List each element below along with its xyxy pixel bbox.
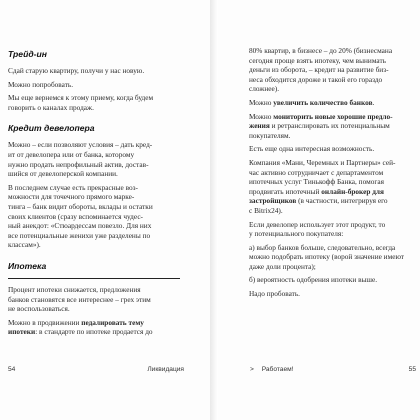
paragraph <box>249 275 420 285</box>
text-line <box>8 318 188 328</box>
bold-text: увеличить количество банков <box>273 97 373 107</box>
text-line <box>249 112 420 122</box>
text-line: все потенциальные женихи уже разделены по <box>8 230 151 240</box>
text-line: покупателям. <box>249 130 291 140</box>
text-line: классам»). <box>8 240 41 250</box>
text-line: неса обходится дороже и такой его гораздо <box>249 74 383 84</box>
text-line: Можно – если позволяют условия – дать кред- <box>8 140 153 150</box>
paragraph <box>8 80 188 90</box>
text-span: продвигать ипотечный <box>249 186 322 196</box>
right-footer <box>250 366 416 373</box>
paragraph <box>8 66 188 76</box>
heading-mortgage: Ипотека <box>8 260 47 271</box>
heading-developer-credit: Кредит девелопера <box>8 123 95 134</box>
heading-divider <box>8 278 180 279</box>
text-span: Можно в продвижении <box>8 317 82 327</box>
chevron-right-icon: > <box>250 366 254 373</box>
text-line: даже доли процента); <box>249 261 316 271</box>
text-line <box>249 196 420 206</box>
heading-trade-in: Трейд-ин <box>8 49 47 59</box>
page-number: 54 <box>8 366 16 373</box>
right-page-text <box>249 46 420 303</box>
text-line: банков становятся все интереснее – грех этим <box>8 294 151 304</box>
left-footer <box>8 366 184 373</box>
paragraph <box>249 46 420 94</box>
bold-text: застройщиков <box>249 196 297 206</box>
text-line <box>249 187 420 197</box>
text-line: у потенциального покупателя: <box>249 229 344 239</box>
text-span: (в частности, интегрируя его <box>296 196 388 206</box>
text-line: а) выбор банков больше, следовательно, всегда <box>249 242 396 252</box>
text-line: Мы еще вернемся к этому приему, когда будем <box>8 93 154 103</box>
paragraph <box>8 93 188 112</box>
paragraph <box>8 183 188 250</box>
text-line: В последнем случае есть прекрасные воз- <box>8 182 138 192</box>
text-line: своих клиентов (сразу вспоминается чудес- <box>8 211 143 221</box>
running-head: Ликвидация <box>147 366 184 373</box>
text-line: час активно сотрудничает с департаментом <box>249 167 384 177</box>
left-page-text <box>8 48 188 341</box>
text-line: с Bitrix24). <box>249 205 283 215</box>
book-gutter <box>210 0 218 420</box>
text-line: можности для точечного прямого марке- <box>8 192 135 202</box>
text-span: . <box>372 97 375 107</box>
text-span: Можно <box>249 111 274 121</box>
text-line: Процент ипотеки снижается, предложения <box>8 284 141 294</box>
text-line: говорить о каналах продаж. <box>8 102 94 112</box>
bold-text: онлайн-брокер для <box>321 186 384 196</box>
paragraph <box>8 140 188 178</box>
text-line: сегодня проще взять ипотеку, чем вынимать <box>249 55 386 65</box>
bold-text: педалировать тему <box>81 317 144 327</box>
text-line: Есть еще одна интересная возможность. <box>249 144 375 154</box>
text-line <box>8 327 188 337</box>
text-line <box>249 98 420 108</box>
paragraph <box>249 144 420 154</box>
text-line: Можно попробовать. <box>8 79 74 89</box>
text-line: нужно продать непрофильный актив, достав- <box>8 159 149 169</box>
paragraph <box>249 158 420 216</box>
text-line: Компания «Мани, Черемных и Партнеры» сей- <box>249 157 396 167</box>
text-span: Можно <box>249 97 274 107</box>
bold-text: мониторить новые хорошие предло- <box>273 111 393 121</box>
paragraph <box>8 318 188 337</box>
text-line: не воспользоваться. <box>8 304 70 314</box>
paragraph <box>249 98 420 108</box>
paragraph <box>249 112 420 141</box>
text-line: шийся от девелоперской компании. <box>8 169 118 179</box>
text-line: Если девелопер использует этот продукт, то <box>249 219 386 229</box>
text-line: можно подобрать ипотеку (ворой значение имеют <box>249 252 404 262</box>
paragraph <box>249 243 420 272</box>
right-page <box>218 0 420 420</box>
text-line: Надо пробовать. <box>249 289 300 299</box>
paragraph <box>249 220 420 239</box>
page-number: 55 <box>408 366 416 373</box>
text-line <box>249 121 420 131</box>
text-line: деньги из оборота, – кредит на развитие биз- <box>249 65 389 75</box>
text-line: 80% квартир, в бизнесе – до 20% (бизнесмана <box>249 46 393 55</box>
paragraph <box>8 285 188 314</box>
paragraph <box>249 289 420 299</box>
text-span: : в стандарте по ипотеке продается до <box>35 327 153 337</box>
text-line: б) вероятность одобрения ипотеки выше. <box>249 275 378 285</box>
text-line: ипотечных услуг Тинькофф Банка, помогая <box>249 177 384 187</box>
text-line: ный анекдот: «Стюардессам повезло. Для них <box>8 221 152 231</box>
text-line: Сдай старую квартиру, получи у нас новую. <box>8 66 145 75</box>
text-span: и ретранслировать их потенциальным <box>269 121 390 131</box>
text-line: ит от девелопера или от банка, которому <box>8 149 135 159</box>
text-line: сложнее). <box>249 84 280 94</box>
bold-text: ипотеки <box>8 327 36 337</box>
running-head: Работаем! <box>261 366 294 373</box>
bold-text: жения <box>249 121 270 131</box>
text-line: тинга – банк видит обороты, вклады и остатки <box>8 201 153 211</box>
